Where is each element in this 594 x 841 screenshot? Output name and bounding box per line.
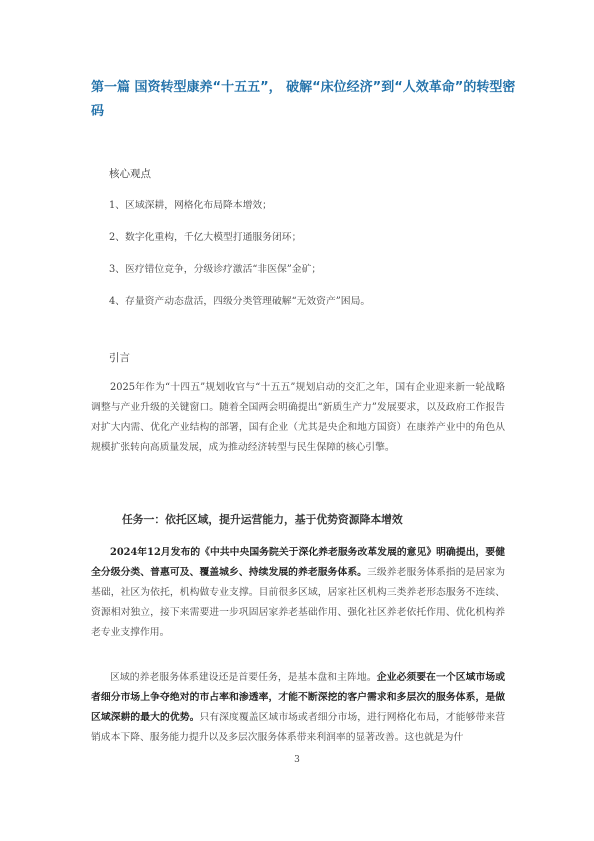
core-views-label: 核心观点 — [109, 168, 151, 180]
task1-paragraph-2-intro: 区域的养老服务体系建设还是首要任务，是基本盘和主阵地。 — [110, 672, 377, 683]
page-title: 第一篇 国资转型康养“十五五”， 破解“床位经济”到“人效革命”的转型密码 — [91, 80, 516, 119]
core-view-point: 3、医疗错位竞争，分级诊疗激活“非医保”金矿； — [109, 264, 322, 275]
task1-paragraph-1-emphasis: 2024年12月发布的《中共中央国务院关于深化养老服务改革发展的意见》明确提出，要健全分级分类、普惠可及、覆盖城乡、持续发展的养老服务体系。 — [91, 547, 505, 578]
core-view-point: 4、存量资产动态盘活，四级分类管理破解“无效资产”困局。 — [109, 296, 371, 307]
task1-paragraph-2 — [91, 668, 505, 748]
task1-paragraph-2-body: 只有深度覆盖区域市场或者细分市场，进行网格化布局，才能够带来营销成本下降、服务能力提升以及多层次服务体系带来利润率的显著改善。这也就是为什 — [91, 712, 506, 743]
core-view-point: 1、区域深耕，网格化布局降本增效； — [109, 200, 272, 211]
core-view-point: 2、数字化重构，千亿大模型打通服务闭环； — [109, 232, 302, 243]
intro-paragraph: 2025年作为“十四五”规划收官与“十五五”规划启动的交汇之年，国有企业迎来新一轮战略调整与产业升级的关键窗口。随着全国两会明确提出“新质生产力”发展要求，以及政府工作报告对扩大内需、优化产业结构的部署，国有企业（尤其是央企和地方国资）在康养产业中的角色从规模扩张转向高质量发展，成为推动经济转型与民生保障的核心引擎。 — [91, 382, 505, 453]
page-number: 3 — [294, 755, 300, 765]
task1-heading: 任务一：依托区域，提升运营能力，基于优势资源降本增效 — [122, 513, 403, 526]
task1-paragraph-1-body: 三级养老服务体系指的是居家为基础，社区为依托，机构做专业支撑。目前很多区域，居家社区机构三类养老形态服务不连续、资源相对独立，接下来需要进一步巩固居家养老基础作用、强化社区养老依托作用、优化机构养老专业支撑作用。 — [91, 567, 506, 638]
intro-label: 引言 — [109, 352, 130, 364]
task1-paragraph-2-emphasis: 企业必须要在一个区域市场或者细分市场上争夺绝对的市占率和渗透率，才能不断深挖的客户需求和多层次的服务体系，是做区域深耕的最大的优势。 — [91, 672, 506, 723]
task1-paragraph-1 — [91, 543, 505, 643]
